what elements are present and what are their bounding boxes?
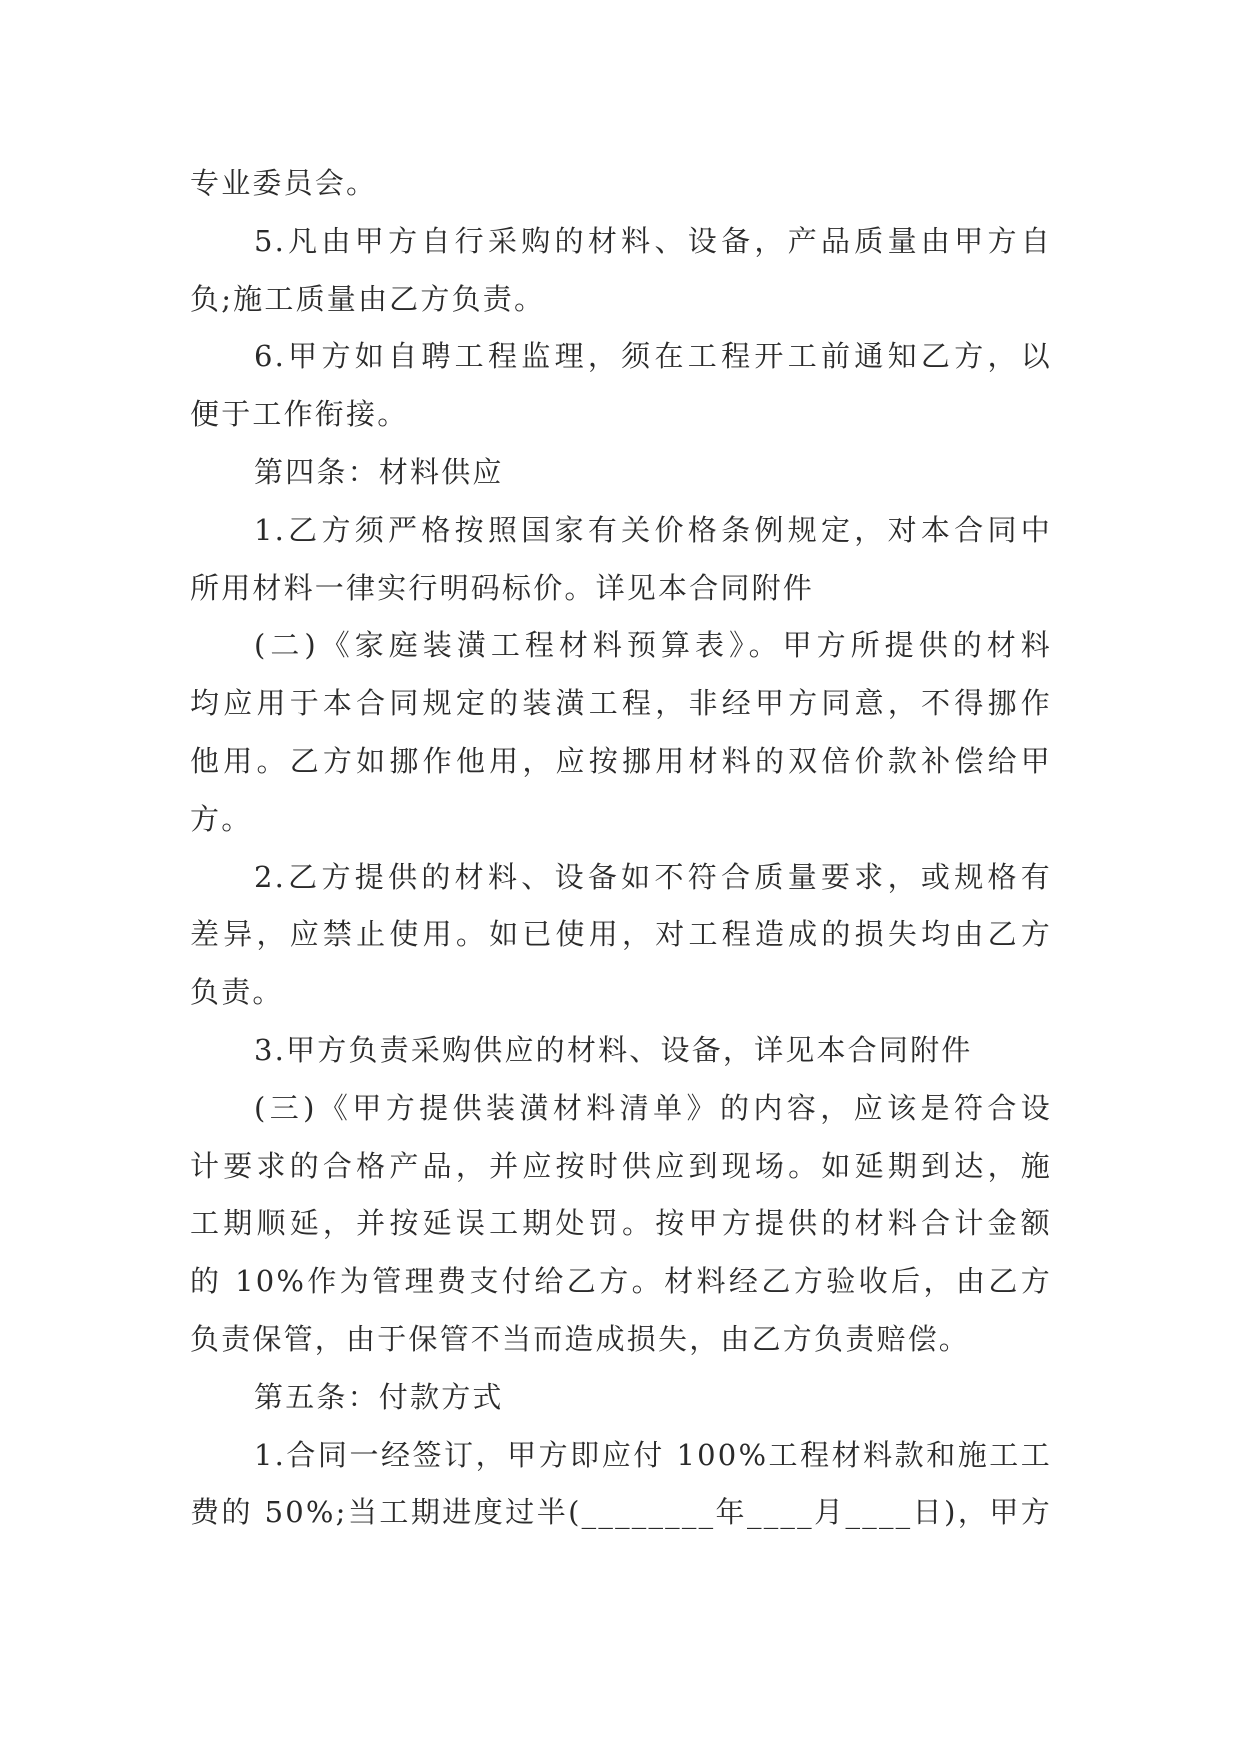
paragraph-line: 2.乙方提供的材料、设备如不符合质量要求，或规格有 [254,859,1052,894]
section-heading: 第四条：材料供应 [254,454,504,489]
paragraph-line: 负责。 [190,975,284,1010]
paragraph-line: 方。 [190,801,253,836]
paragraph-line: 3.甲方负责采购供应的材料、设备，详见本合同附件 [254,1032,973,1067]
paragraph-line: 差异，应禁止使用。如已使用，对工程造成的损失均由乙方 [190,917,1052,952]
paragraph-line: 所用材料一律实行明码标价。详见本合同附件 [190,570,815,605]
paragraph-line: 负;施工质量由乙方负责。 [190,281,546,316]
paragraph-line: 专业委员会。 [190,166,378,200]
paragraph-line: 6.甲方如自聘工程监理，须在工程开工前通知乙方，以 [254,339,1052,374]
document-body [190,155,1052,1542]
section-heading: 第五条：付款方式 [254,1379,504,1414]
paragraph-line: 负责保管，由于保管不当而造成损失，由乙方负责赔偿。 [190,1321,971,1356]
paragraph-line: 5.凡由甲方自行采购的材料、设备，产品质量由甲方自 [254,223,1052,258]
paragraph-line: 他用。乙方如挪作他用，应按挪用材料的双倍价款补偿给甲 [190,743,1052,778]
paragraph-line: 1.乙方须严格按照国家有关价格条例规定，对本合同中 [254,512,1052,547]
paragraph-line: (二)《家庭装潢工程材料预算表》。甲方所提供的材料 [254,628,1052,663]
paragraph-line: 工期顺延，并按延误工期处罚。按甲方提供的材料合计金额 [190,1206,1052,1241]
paragraph-line: 费的 50%;当工期进度过半(________年____月____日)，甲方 [190,1495,1052,1530]
paragraph-line: (三)《甲方提供装潢材料清单》的内容，应该是符合设 [254,1090,1052,1125]
paragraph-line: 便于工作衔接。 [190,397,409,432]
paragraph-line: 计要求的合格产品，并应按时供应到现场。如延期到达，施 [190,1148,1052,1183]
paragraph-line: 1.合同一经签订，甲方即应付 100%工程材料款和施工工 [254,1437,1052,1472]
paragraph-line: 均应用于本合同规定的装潢工程，非经甲方同意，不得挪作 [190,686,1052,721]
paragraph-line: 的 10%作为管理费支付给乙方。材料经乙方验收后，由乙方 [190,1264,1052,1299]
